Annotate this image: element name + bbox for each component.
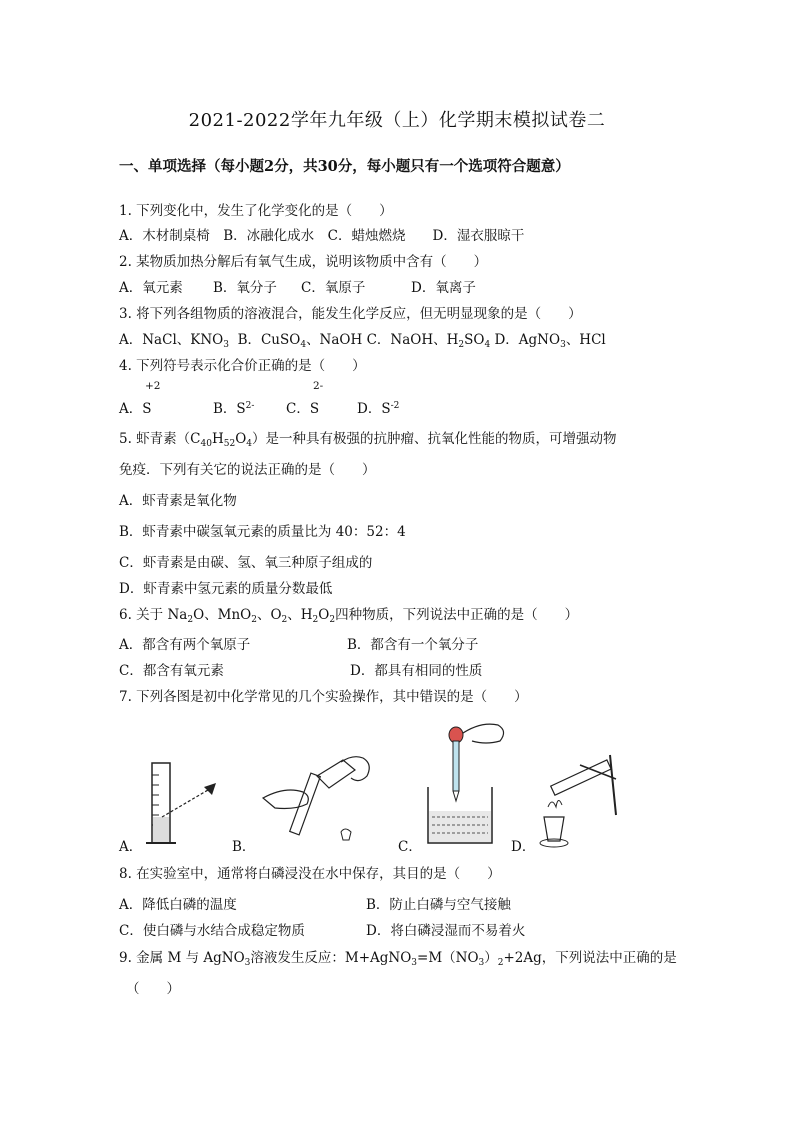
question-2-stem: 2. 某物质加热分解后有氧气生成，说明该物质中含有（ ）: [119, 254, 488, 270]
option-c: C．使白磷与水结合成稳定物质: [119, 923, 305, 939]
section-heading: 一、单项选择（每小题2分，共30分，每小题只有一个选项符合题意）: [119, 158, 570, 175]
question-3-options: [119, 328, 606, 350]
question-3-stem: 3. 将下列各组物质的溶液混合，能发生化学反应，但无明显现象的是（ ）: [119, 306, 582, 322]
option-a: A．降低白磷的温度: [119, 897, 237, 913]
question-9-stem: 9. 金属 M 与 AgNO$_3$溶液发生反应：$M+AgNO_3=M(NO_3)_2+2Ag$，下列说法中正确的是: [119, 950, 677, 968]
option-a: A．都含有两个氧原子: [119, 637, 251, 653]
question-6-stem: 6. 关于 $Na_2O$、MnO$_2$、$O_2$、$H_2O_2$四种物质，下列说法中正确的是（ ）: [119, 607, 579, 625]
option-a: A．: [119, 839, 143, 855]
option-d: D．将白磷浸湿而不易着火: [366, 923, 526, 939]
question-7-stem: 7. 下列各图是初中化学常见的几个实验操作，其中错误的是（ ）: [119, 689, 528, 705]
option-a: A．虾青素是氧化物: [119, 493, 237, 509]
option-d: D．$S^{-2}$: [357, 401, 400, 417]
question-8-stem: 8. 在实验室中，通常将白磷浸没在水中保存，其目的是（ ）: [119, 866, 501, 882]
figure-c-dropper-beaker: [420, 715, 520, 850]
option-d: D．都具有相同的性质: [350, 663, 483, 679]
option-c: C．虾青素是由碳、氢、氧三种原子组成的: [119, 555, 373, 571]
option-b: B．$S^{2-}$: [213, 401, 255, 417]
option-c: C．S: [286, 401, 320, 417]
question-4-options: [119, 397, 399, 417]
option-d: D．: [511, 839, 536, 855]
option-c: C．: [398, 839, 422, 855]
option-b: B．氧分子: [213, 280, 277, 296]
question-9-answer-blank: （ ）: [126, 981, 180, 997]
option-b: B．虾青素中碳氢氧元素的质量比为 40：52：4: [119, 524, 406, 540]
figure-d-heating-tube: [530, 745, 625, 850]
question-2-options: [119, 276, 476, 296]
question-1-stem: 1. 下列变化中，发生了化学变化的是（ ）: [119, 203, 393, 219]
option-b: B．CuSO$_4$、NaOH: [237, 332, 363, 350]
valence-c: 2-: [313, 380, 324, 392]
option-d: D．AgNO$_3$、HCl: [494, 332, 606, 350]
option-d: D．虾青素中氢元素的质量分数最低: [119, 581, 333, 597]
option-c: C．氧原子: [301, 280, 366, 296]
question-1-options: A．木材制桌椅 B．冰融化成水 C．蜡烛燃烧 D．湿衣服晾干: [119, 228, 525, 244]
question-6-options-row1: [119, 633, 478, 653]
option-b: B．防止白磷与空气接触: [366, 897, 511, 913]
valence-a: +2: [145, 380, 161, 392]
option-a: A．S: [119, 401, 152, 417]
figure-b-pouring-liquid: [255, 748, 380, 848]
question-8-options-row2: [119, 919, 525, 939]
question-4-stem: 4. 下列符号表示化合价正确的是（ ）: [119, 358, 366, 374]
option-b: B．: [232, 839, 256, 855]
question-6-options-row2: [119, 659, 482, 679]
option-d: D．氧离子: [411, 280, 476, 296]
option-a: A．氧元素: [119, 280, 183, 296]
option-c: C．NaOH、$H_2SO_4$: [366, 332, 491, 350]
question-5-stem: 5. 虾青素$(C_{40}H_{52}O_4)$是一种具有极强的抗肿瘤、抗氧化性能的物质，可增强动物: [119, 431, 617, 449]
exam-title: 2021-2022学年九年级（上）化学期末模拟试卷二: [188, 110, 606, 131]
option-b: B．都含有一个氧分子: [347, 637, 479, 653]
question-5-stem-line2: 免疫．下列有关它的说法正确的是（ ）: [119, 462, 376, 478]
question-8-options-row1: [119, 893, 511, 913]
option-c: C．都含有氧元素: [119, 663, 224, 679]
question-7-options: [119, 835, 535, 855]
option-a: A．NaCl、$KNO_3$: [119, 332, 229, 350]
